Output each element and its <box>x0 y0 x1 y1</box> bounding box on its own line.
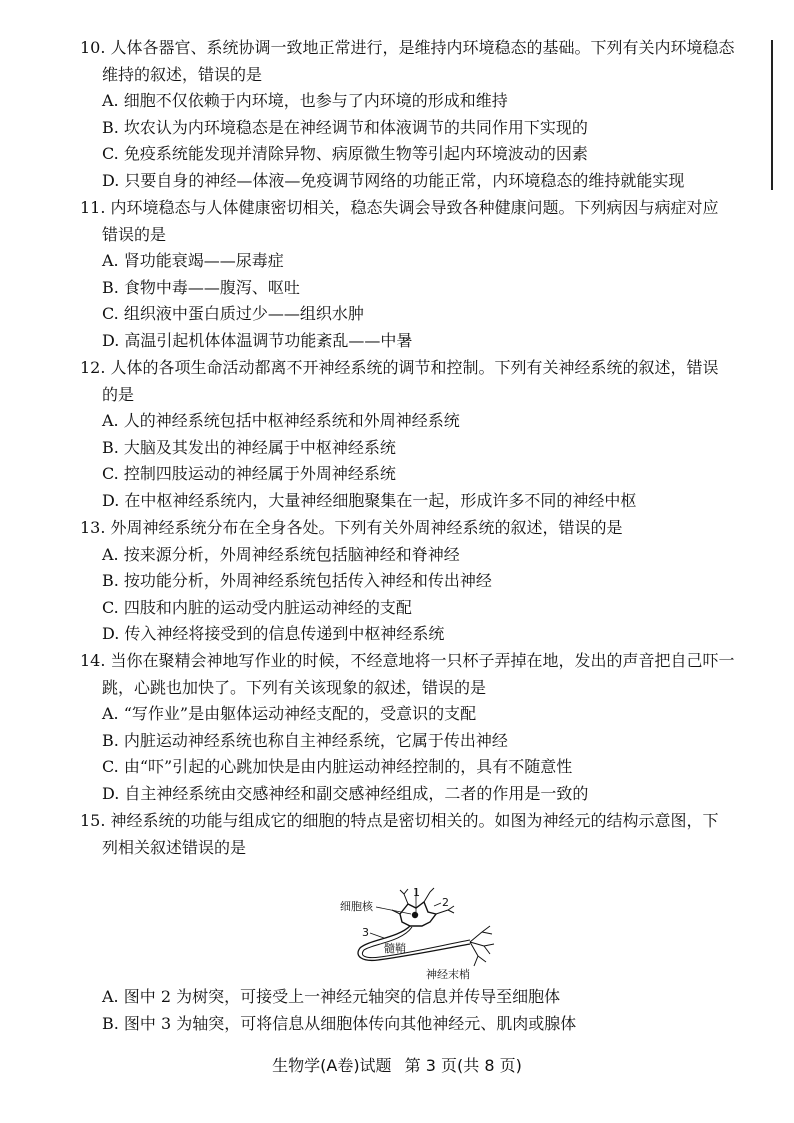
option-d: D. 自主神经系统由交感神经和副交感神经组成，二者的作用是一致的 <box>102 783 589 803</box>
option-c: C. 免疫系统能发现并清除异物、病原微生物等引起内环境波动的因素 <box>102 144 588 164</box>
question-stem: 12. 人体的各项生命活动都离不开神经系统的调节和控制。下列有关神经系统的叙述，错误 <box>80 358 719 377</box>
label-3: 3 <box>362 926 369 939</box>
label-2-leader <box>434 903 441 906</box>
footer-subject: 生物学(A卷)试题 <box>272 1056 392 1075</box>
option-d: D. 只要自身的神经—体液—免疫调节网络的功能正常，内环境稳态的维持就能实现 <box>102 170 685 190</box>
option-a: A. 按来源分析，外周神经系统包括脑神经和脊神经 <box>102 544 460 564</box>
question-11 <box>80 195 770 355</box>
question-10 <box>80 35 770 195</box>
nucleus-shape <box>412 912 418 918</box>
option-a: A. 人的神经系统包括中枢神经系统和外周神经系统 <box>102 411 460 431</box>
question-stem: 11. 内环境稳态与人体健康密切相关，稳态失调会导致各种健康问题。下列病因与病症对应 <box>80 198 719 217</box>
label-1: 1 <box>413 886 420 899</box>
nerve-terminal-shape <box>470 926 494 966</box>
question-stem: 14. 当你在聚精会神地写作业的时候，不经意地将一只杯子弄掉在地，发出的声音把自己吓一 <box>80 651 735 670</box>
option-a: A. 图中 2 为树突，可接受上一神经元轴突的信息并传导至细胞体 <box>102 987 561 1006</box>
label-myelin-sheath: 髓鞘 <box>384 942 406 955</box>
question-stem: 错误的是 <box>102 224 167 244</box>
option-a: A. 肾功能衰竭——尿毒症 <box>102 251 284 271</box>
label-nerve-terminal: 神经末梢 <box>426 968 470 981</box>
question-12 <box>80 355 770 515</box>
option-d: D. 高温引起机体体温调节功能紊乱——中暑 <box>102 330 413 350</box>
option-b: B. 大脑及其发出的神经属于中枢神经系统 <box>102 437 396 457</box>
question-stem: 10. 人体各器官、系统协调一致地正常进行，是维持内环境稳态的基础。下列有关内环境稳态 <box>80 38 735 57</box>
neuron-diagram <box>338 886 518 982</box>
page-footer <box>0 1053 794 1076</box>
option-d: D. 传入神经将接受到的信息传递到中枢神经系统 <box>102 624 445 644</box>
question-stem: 列相关叙述错误的是 <box>102 837 247 857</box>
question-stem: 跳，心跳也加快了。下列有关该现象的叙述，错误的是 <box>102 677 487 697</box>
label-nucleus-leader <box>376 907 411 914</box>
label-3-leader <box>370 933 384 938</box>
option-b: B. 坎农认为内环境稳态是在神经调节和体液调节的共同作用下实现的 <box>102 117 588 137</box>
option-a: A. “写作业”是由躯体运动神经支配的，受意识的支配 <box>102 704 477 724</box>
option-b: B. 按功能分析，外周神经系统包括传入神经和传出神经 <box>102 571 492 591</box>
option-c: C. 由“吓”引起的心跳加快是由内脏运动神经控制的，具有不随意性 <box>102 757 573 777</box>
label-nucleus: 细胞核 <box>340 900 373 913</box>
option-b: B. 图中 3 为轴突，可将信息从细胞体传向其他神经元、肌肉或腺体 <box>102 1013 577 1033</box>
question-13 <box>80 515 770 648</box>
question-stem: 维持的叙述，错误的是 <box>102 64 263 84</box>
question-stem: 的是 <box>102 384 135 404</box>
option-b: B. 内脏运动神经系统也称自主神经系统，它属于传出神经 <box>102 730 508 750</box>
footer-page-number: 第 3 页(共 8 页) <box>404 1056 522 1075</box>
option-a: A. 细胞不仅依赖于内环境，也参与了内环境的形成和维持 <box>102 91 508 111</box>
myelin-sheath-shape <box>362 927 470 958</box>
question-15-options <box>80 984 770 1037</box>
option-c: C. 四肢和内脏的运动受内脏运动神经的支配 <box>102 597 412 617</box>
option-c: C. 组织液中蛋白质过少——组织水肿 <box>102 304 364 324</box>
question-stem: 13. 外周神经系统分布在全身各处。下列有关外周神经系统的叙述，错误的是 <box>80 518 623 537</box>
option-b: B. 食物中毒——腹泻、呕吐 <box>102 277 300 297</box>
question-14 <box>80 648 770 808</box>
margin-rule <box>771 40 773 190</box>
option-d: D. 在中枢神经系统内，大量神经细胞聚集在一起，形成许多不同的神经中枢 <box>102 490 637 510</box>
question-stem: 15. 神经系统的功能与组成它的细胞的特点是密切相关的。如图为神经元的结构示意图，下 <box>80 811 719 830</box>
option-c: C. 控制四肢运动的神经属于外周神经系统 <box>102 464 396 484</box>
question-15 <box>80 808 770 861</box>
label-2: 2 <box>442 896 449 909</box>
